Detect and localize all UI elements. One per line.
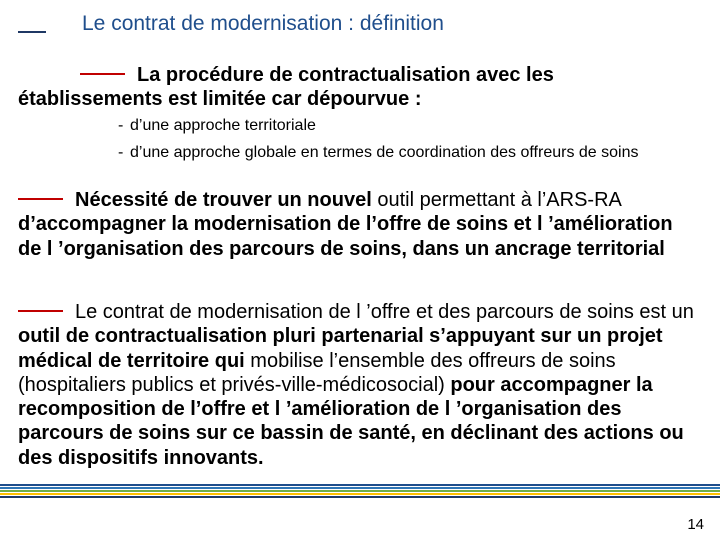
necessite-bold-end: d’accompagner la modernisation de l’offre de soins et l ’amélioration de l ’organisation des parcours de soins, dans un ancrage territorial bbox=[18, 213, 673, 260]
footer-stripe bbox=[0, 496, 720, 498]
footer-stripe bbox=[0, 484, 720, 486]
bullet-line bbox=[80, 73, 125, 75]
footer-stripe bbox=[0, 493, 720, 495]
contrat-bold-outil: outil de contractualisation pluri partenarial s’appuyant sur un projet médical de territoire qui bbox=[18, 325, 663, 372]
footer-stripe bbox=[0, 490, 720, 492]
paragraph-procedure bbox=[18, 63, 698, 112]
sub-item-globale: - d’une approche globale en termes de coordination des offreurs de soins bbox=[118, 144, 639, 161]
paragraph-contrat bbox=[18, 300, 698, 470]
sub-item-text: d’une approche territoriale bbox=[130, 117, 316, 134]
sub-item-text: d’une approche globale en termes de coordination des offreurs de soins bbox=[130, 144, 639, 161]
page-number: 14 bbox=[687, 516, 704, 533]
paragraph-procedure-text: La procédure de contractualisation avec les établissements est limitée car dépourvue : bbox=[18, 64, 554, 111]
footer-stripe bbox=[0, 487, 720, 489]
paragraph-necessite bbox=[18, 188, 698, 261]
contrat-normal-start: Le contrat de modernisation de l ’offre et des parcours de soins est un bbox=[75, 301, 694, 323]
bullet-line bbox=[18, 310, 63, 312]
slide-title: Le contrat de modernisation : définition bbox=[82, 12, 444, 35]
contrat-normal-mid: mobilise l’ensemble des offreurs de soins (hospitaliers publics et privés-ville-médicosocial) bbox=[18, 349, 616, 396]
title-bar-decoration bbox=[18, 31, 46, 33]
necessite-normal: outil permettant à l’ARS-RA bbox=[371, 189, 621, 211]
sub-item-territoriale: - d’une approche territoriale bbox=[118, 117, 316, 134]
footer-stripes-decoration bbox=[0, 484, 720, 502]
necessite-bold-start: Nécessité de trouver un nouvel bbox=[75, 189, 372, 211]
contrat-bold-end: pour accompagner la recomposition de l’offre et l ’amélioration de l ’organisation des parcours de soins sur ce bassin de santé, en déclinant des actions ou des dispositifs innovants. bbox=[18, 373, 684, 469]
bullet-line bbox=[18, 198, 63, 200]
